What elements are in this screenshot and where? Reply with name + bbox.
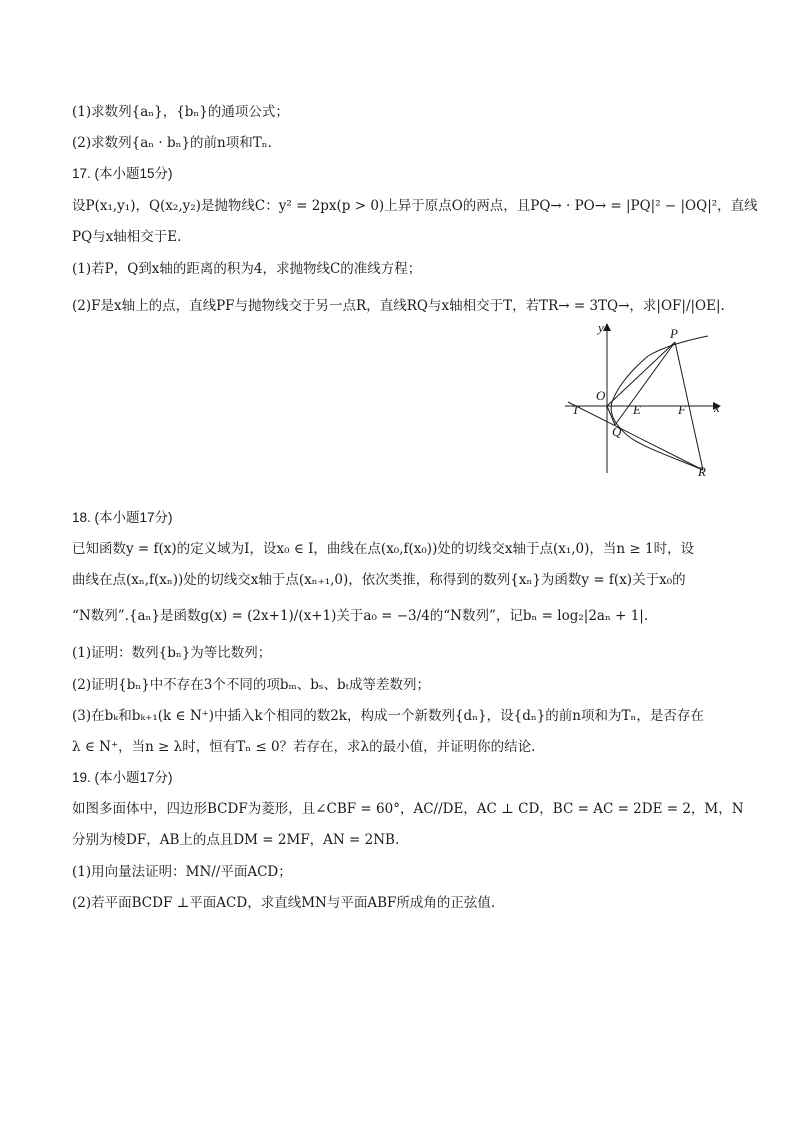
label-F: F [678,402,686,417]
p19-header: 19. (本小题17分) [72,770,173,785]
p18-stem-line2: 曲线在点(xₙ,f(xₙ))处的切线交x轴于点(xₙ₊₁,0)，依次类推，称得到的数列{xₙ}为函数y = f(x)关于x₀的 [72,572,686,588]
p18-q2: (2)证明{bₙ}中不存在3个不同的项bₘ、bₛ、bₜ成等差数列； [72,677,430,693]
p17-stem-line2: PQ与x轴相交于E. [72,229,182,245]
label-R: R [698,464,706,479]
label-O: O [596,388,606,403]
p18-header: 18. (本小题17分) [72,510,173,525]
p18-q3-line2: λ ∈ N⁺，当n ≥ λ时，恒有Tₙ ≤ 0？若存在，求λ的最小值，并证明你的结论. [72,739,536,755]
p16-q2: (2)求数列{aₙ · bₙ}的前n项和Tₙ. [72,135,272,151]
label-T: T [572,402,580,417]
p18-stem-line1: 已知函数y = f(x)的定义域为I，设x₀ ∈ I，曲线在点(x₀,f(x₀))处的切线交x轴于点(x₁,0)，当n ≥ 1时，设 [72,541,695,557]
p19-q1: (1)用向量法证明：MN//平面ACD； [72,864,292,880]
p18-stem-line3: “N数列”.{aₙ}是函数g(x) = (2x+1)/(x+1)关于a₀ = −3/4的“N数列”，记bₙ = log₂|2aₙ + 1|. [72,608,649,624]
label-P: P [670,326,678,341]
p17-q1: (1)若P，Q到x轴的距离的积为4，求抛物线C的准线方程； [72,261,422,277]
parabola-figure [560,318,730,483]
label-E: E [633,402,641,417]
p19-stem-line1: 如图多面体中，四边形BCDF为菱形，且∠CBF = 60°，AC//DE，AC ⊥ CD，BC = AC = 2DE = 2，M，N [72,801,744,817]
p16-q1: (1)求数列{aₙ}，{bₙ}的通项公式； [72,104,289,120]
line-OP [607,342,675,406]
p17-header: 17. (本小题15分) [72,166,173,181]
p17-q2: (2)F是x轴上的点，直线PF与抛物线交于另一点R，直线RQ与x轴相交于T，若TR→ = 3TQ→，求|OF|/|OE|. [72,298,725,314]
p18-q1: (1)证明：数列{bₙ}为等比数列； [72,645,272,661]
p19-q2: (2)若平面BCDF ⊥平面ACD，求直线MN与平面ABF所成角的正弦值. [72,895,496,911]
p19-stem-line2: 分别为棱DF，AB上的点且DM = 2MF，AN = 2NB. [72,832,400,848]
line-PQ [615,342,675,425]
label-x: x [714,400,720,415]
label-Q: Q [612,424,622,439]
p17-stem-line1: 设P(x₁,y₁)，Q(x₂,y₂)是抛物线C：y² = 2px(p > 0)上异于原点O的两点，且PQ→ · PO→ = |PQ|² − |OQ|²，直线 [72,198,758,214]
p18-q3-line1: (3)在bₖ和bₖ₊₁(k ∈ N⁺)中插入k个相同的数2k，构成一个新数列{dₙ}，设{dₙ}的前n项和为Tₙ，是否存在 [72,708,704,724]
label-y: y [598,320,604,335]
